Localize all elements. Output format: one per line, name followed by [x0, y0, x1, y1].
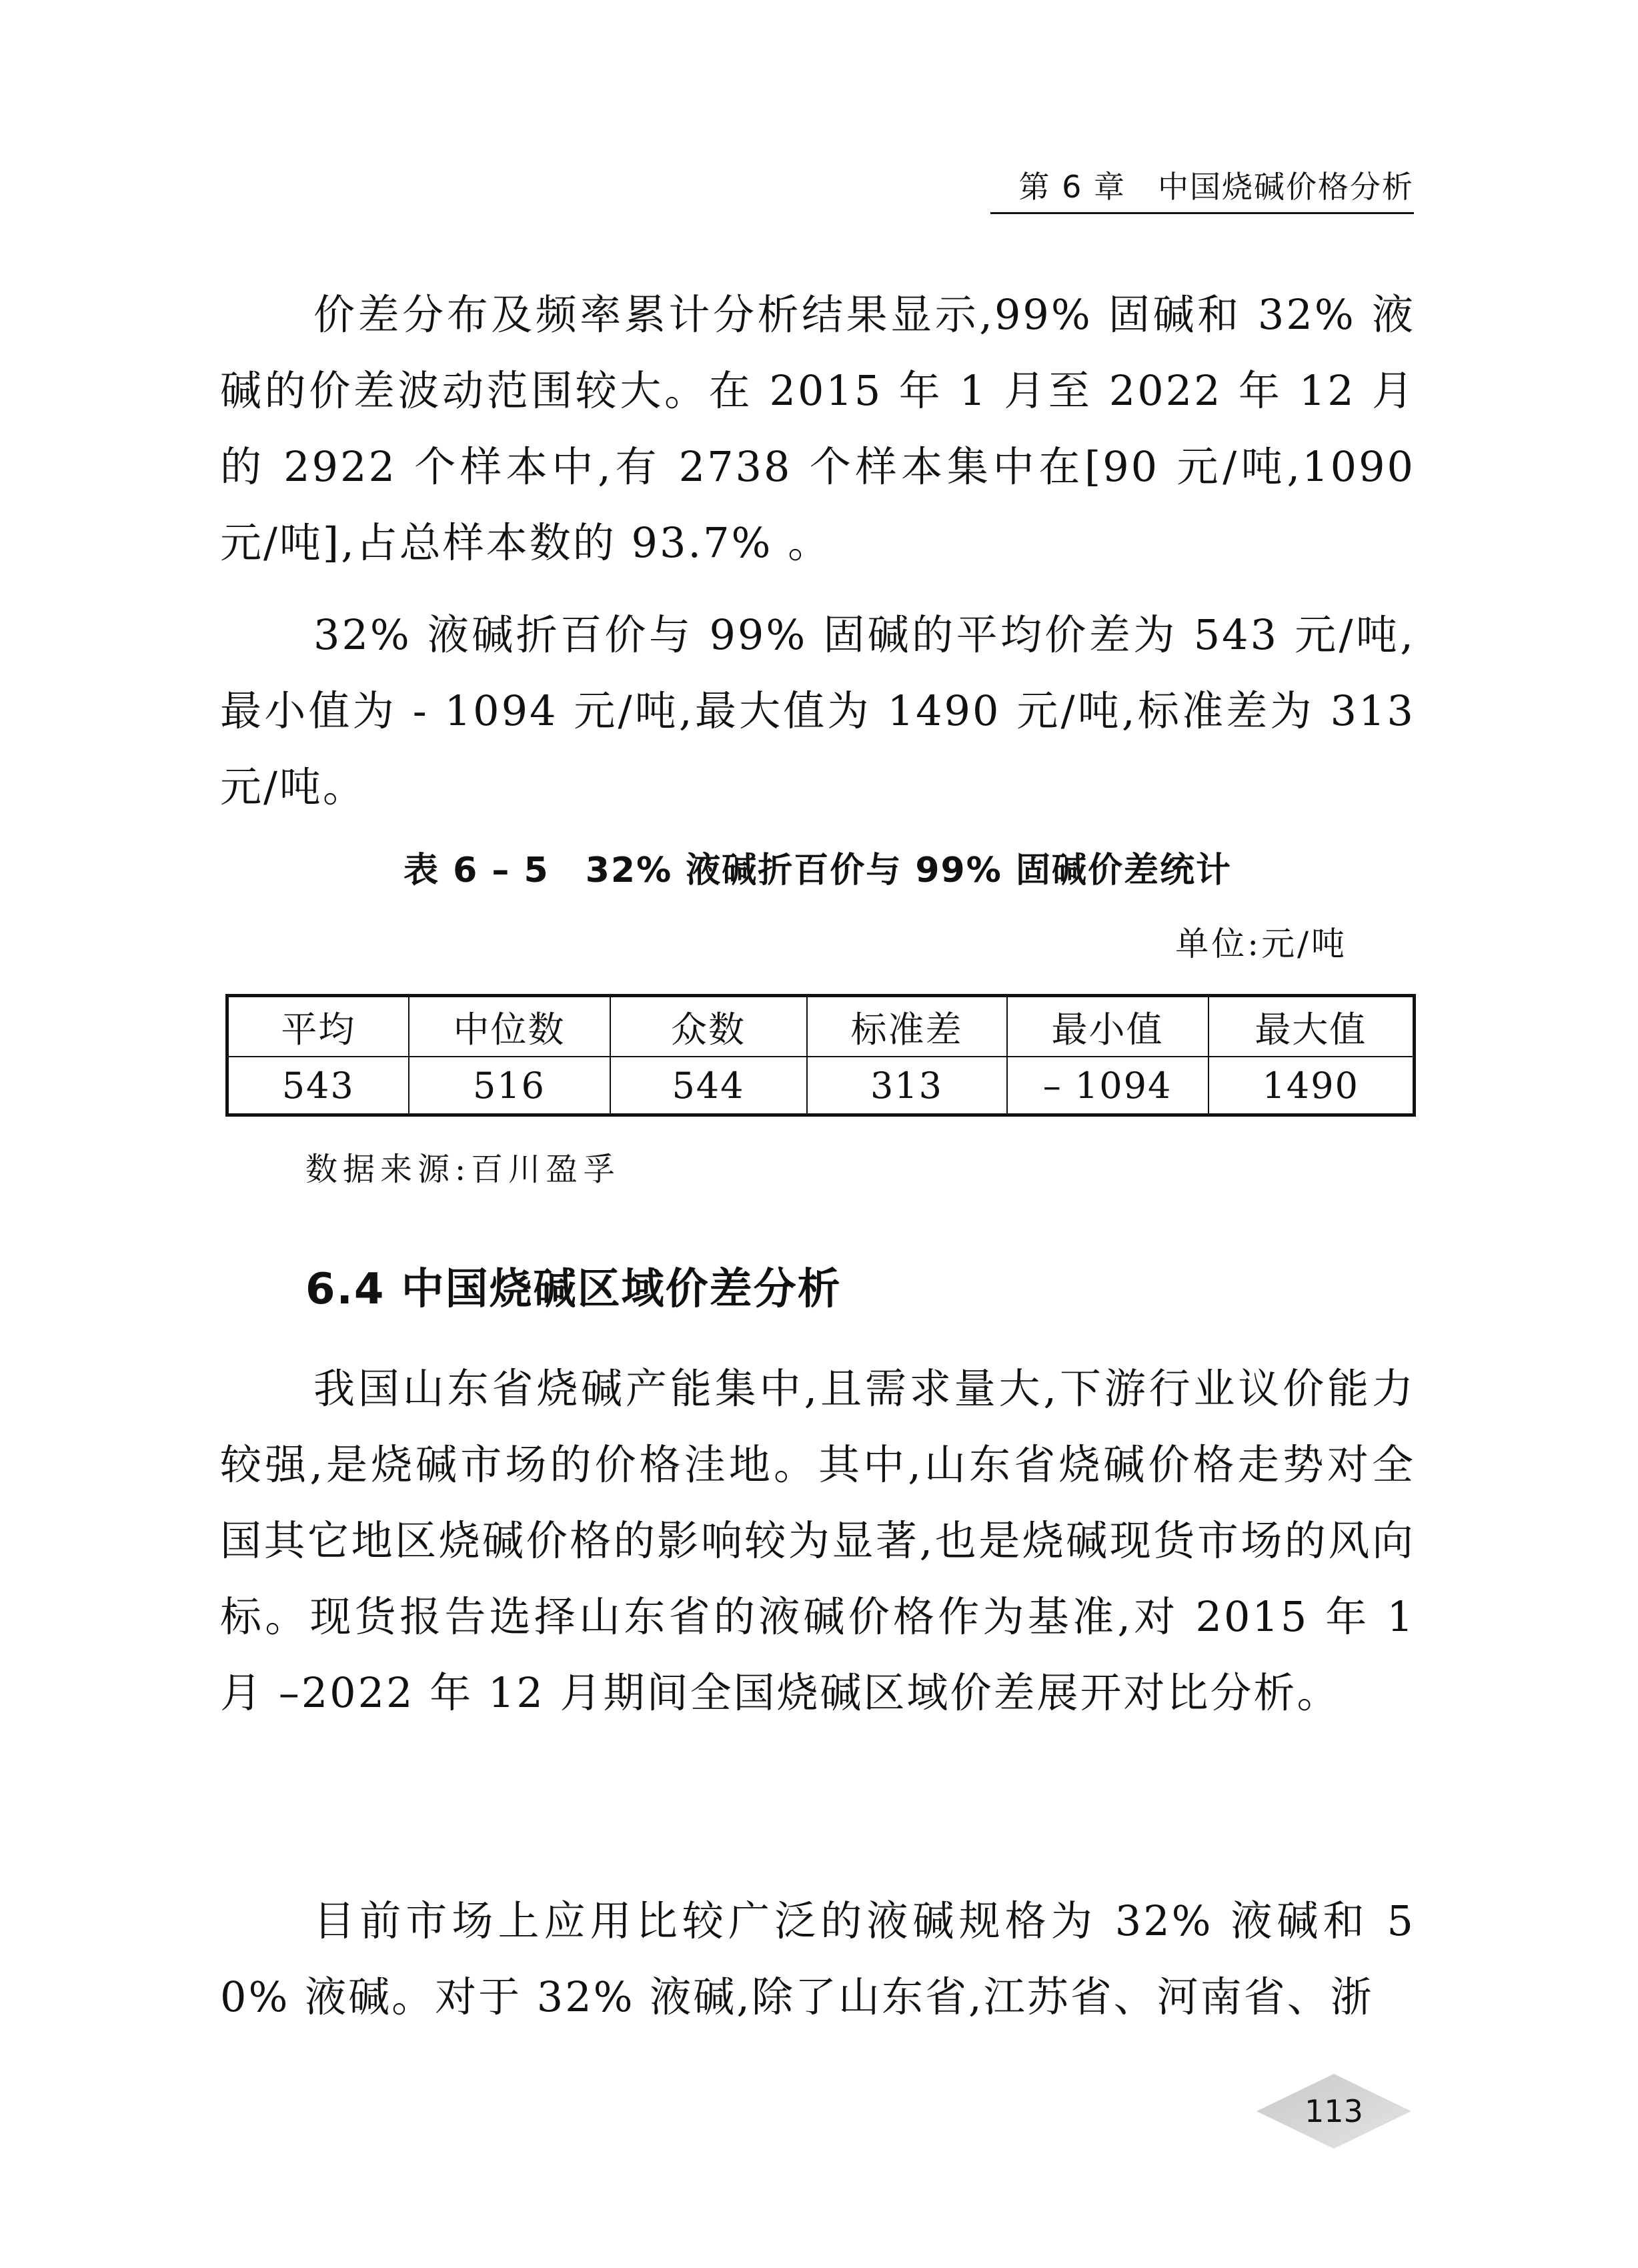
- table-unit: 单位:元/吨: [1175, 925, 1347, 963]
- table-header-row: [227, 996, 1415, 1057]
- table-caption: 表 6 – 5 32% 液碱折百价与 99% 固碱价差统计: [403, 851, 1232, 891]
- table-header-cell: 众数: [610, 996, 807, 1057]
- table-header-cell: 最小值: [1007, 996, 1208, 1057]
- page-number-badge: [1254, 2071, 1414, 2151]
- table-header-cell: 平均: [227, 996, 409, 1057]
- table-cell: 516: [409, 1057, 610, 1115]
- page-number: 113: [1305, 2093, 1363, 2129]
- paragraph-price-spread-distribution: 价差分布及频率累计分析结果显示,99% 固碱和 32% 液碱的价差波动范围较大。在 2015 年 1 月至 2022 年 12 月的 2922 个样本中,有 2738 个样本集中在[90 元/吨,1090 元/吨],占总样本数的 93.7% 。: [220, 290, 1415, 567]
- table-cell: 1490: [1208, 1057, 1415, 1115]
- section-heading: 6.4 中国烧碱区域价差分析: [305, 1265, 842, 1314]
- table-header-cell: 最大值: [1208, 996, 1415, 1057]
- price-spread-stats-table: [225, 994, 1416, 1117]
- table-header-cell: 中位数: [409, 996, 610, 1057]
- paragraph-shandong-market: 我国山东省烧碱产能集中,且需求量大,下游行业议价能力较强,是烧碱市场的价格洼地。其中,山东省烧碱价格走势对全国其它地区烧碱价格的影响较为显著,也是烧碱现货市场的风向标。现货报告选择山东省的液碱价格作为基准,对 2015 年 1 月 –2022 年 12 月期间全国烧碱区域价差展开对比分析。: [220, 1364, 1415, 1717]
- paragraph-average-spread: 32% 液碱折百价与 99% 固碱的平均价差为 543 元/吨,最小值为 - 1094 元/吨,最大值为 1490 元/吨,标准差为 313 元/吨。: [220, 610, 1415, 811]
- table-cell: 543: [227, 1057, 409, 1115]
- header-rule: [990, 212, 1414, 214]
- table-source-note: 数据来源:百川盈孚: [305, 1151, 621, 1188]
- table-cell: 313: [807, 1057, 1007, 1115]
- table-row: [227, 1057, 1415, 1115]
- table-header-cell: 标准差: [807, 996, 1007, 1057]
- paragraph-liquid-caustic-specs: 目前市场上应用比较广泛的液碱规格为 32% 液碱和 50% 液碱。对于 32% 液碱,除了山东省,江苏省、河南省、浙: [220, 1896, 1415, 2021]
- table-cell: – 1094: [1007, 1057, 1208, 1115]
- running-header: 第 6 章 中国烧碱价格分析: [1018, 169, 1414, 205]
- table-cell: 544: [610, 1057, 807, 1115]
